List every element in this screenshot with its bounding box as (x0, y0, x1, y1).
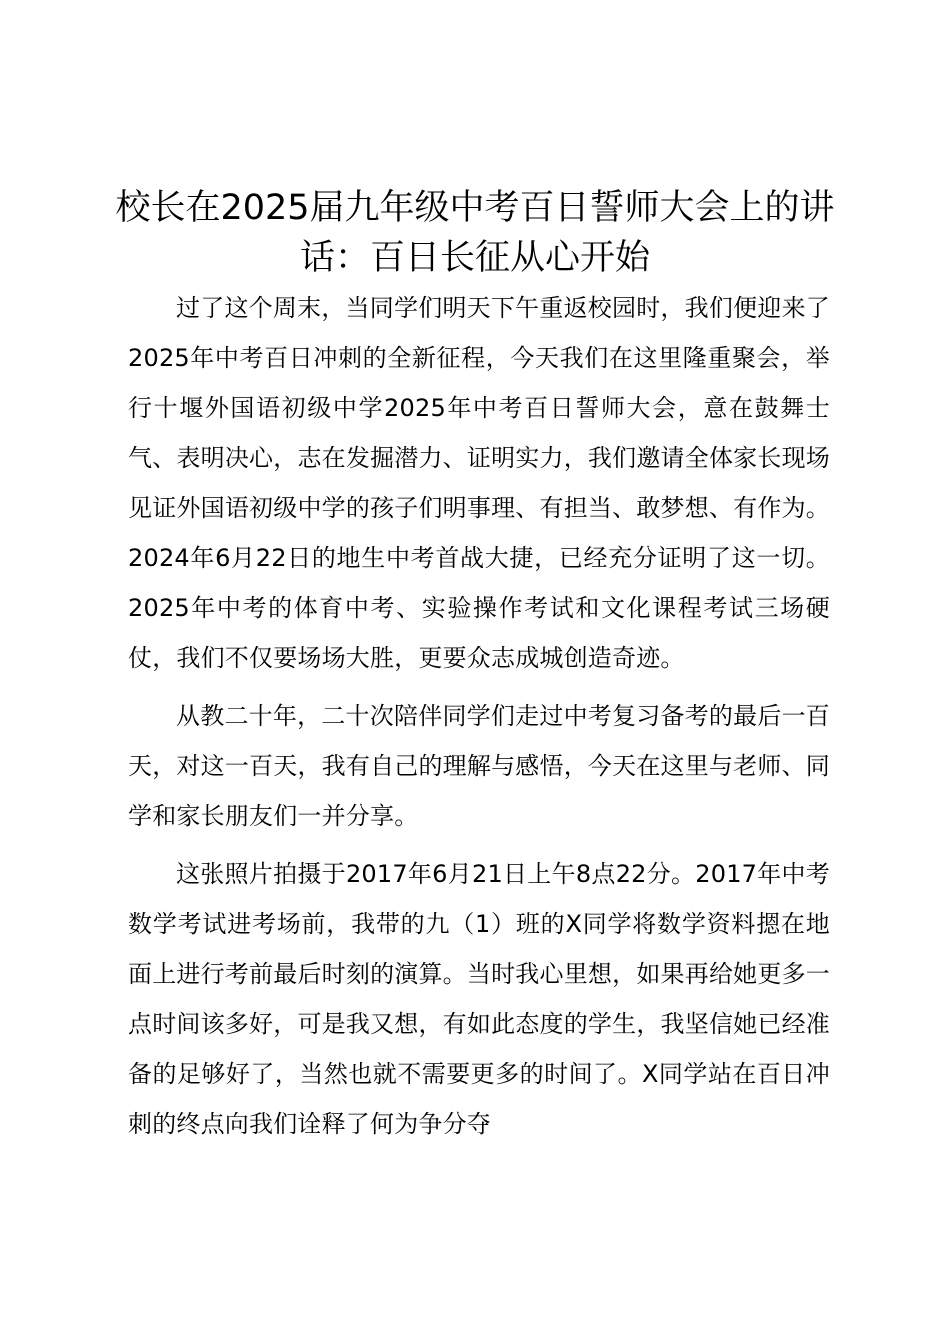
paragraph-3: 这张照片拍摄于2017年6月21日上午8点22分。2017年中考数学考试进考场前，我带的九（1）班的X同学将数学资料摁在地面上进行考前最后时刻的演算。当时我心里想，如果再给她更多一点时间该多好，可是我又想，有如此态度的学生，我坚信她已经准备的足够好了，当然也就不需要更多的时间了。X同学站在百日冲刺的终点向我们诠释了何为争分夺 (128, 860, 830, 1138)
paragraph-2: 从教二十年，二十次陪伴同学们走过中考复习备考的最后一百天，对这一百天，我有自己的理解与感悟，今天在这里与老师、同学和家长朋友们一并分享。 (128, 702, 830, 830)
document-title: 校长在2025届九年级中考百日誓师大会上的讲话：百日长征从心开始 (115, 188, 835, 278)
paragraph-1: 过了这个周末，当同学们明天下午重返校园时，我们便迎来了2025年中考百日冲刺的全新征程，今天我们在这里隆重聚会，举行十堰外国语初级中学2025年中考百日誓师大会，意在鼓舞士气、表明决心，志在发掘潜力、证明实力，我们邀请全体家长现场见证外国语初级中学的孩子们明事理、有担当、敢梦想、有作为。2024年6月22日的地生中考首战大捷，已经充分证明了这一切。2025年中考的体育中考、实验操作考试和文化课程考试三场硬仗，我们不仅要场场大胜，更要众志成城创造奇迹。 (128, 294, 830, 672)
document-body (128, 283, 830, 1157)
